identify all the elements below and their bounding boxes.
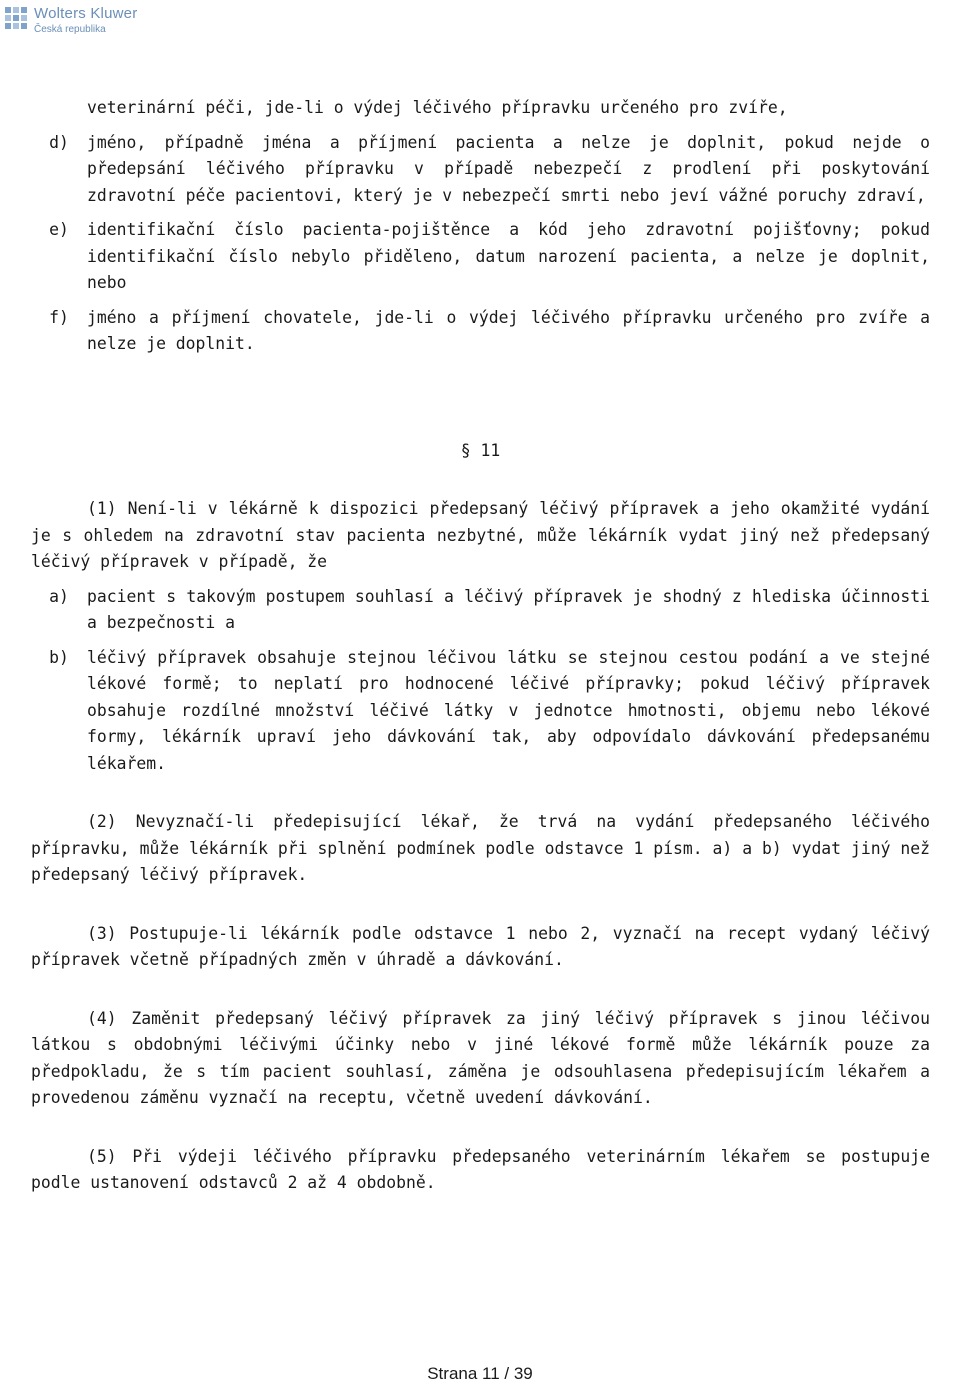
- paragraph-5: (5) Při výdeji léčivého přípravku předepsaného veterinárním lékařem se postupuje podle ustanovení odstavců 2 až 4 obdobně.: [31, 1146, 930, 1192]
- page-number: Strana 11 / 39: [427, 1364, 533, 1383]
- paragraph-3: (3) Postupuje-li lékárník podle odstavce 1 nebo 2, vyznačí na recept vydaný léčivý přípravek včetně případných změn v úhradě a dávkování.: [31, 923, 930, 969]
- paragraph-2: (2) Nevyznačí-li předepisující lékař, že trvá na vydání předepsaného léčivého přípravku, může lékárník při splnění podmínek podle odstavce 1 písm. a) a b) vydat jiný než předepsaný léčivý přípravek.: [31, 812, 930, 884]
- logo-name: Wolters Kluwer: [34, 5, 138, 22]
- list-item-text: léčivý přípravek obsahuje stejnou léčivou látku se stejnou cestou podání a ve stejné lékové formě; to neplatí pro hodnocené léčivé přípravky; pokud léčivý přípravek obsahuje rozdílné množství léčivé látky v jednotce hmotnosti, objemu nebo lékové formy, lékárník upraví jeho dávkování tak, aby odpovídalo dávkování předepsanému lékařem.: [87, 647, 930, 773]
- list-item-label: d): [49, 132, 69, 152]
- continued-line: veterinární péči, jde-li o výdej léčivého přípravku určeného pro zvíře,: [87, 98, 788, 117]
- paragraph-1: (1) Není-li v lékárně k dispozici předepsaný léčivý přípravek a jeho okamžité vydání je s ohledem na zdravotní stav pacienta nezbytné, může lékárník vydat jiný než předepsaný léčivý přípravek v případě, že: [31, 499, 930, 571]
- document-body: [31, 95, 930, 1197]
- logo-subtitle: Česká republika: [34, 24, 106, 35]
- section-heading: § 11: [460, 440, 501, 460]
- list-item-label: a): [49, 586, 69, 606]
- list-item-text: pacient s takovým postupem souhlasí a léčivý přípravek je shodný z hlediska účinnosti a bezpečnosti a: [87, 586, 930, 632]
- list-item-text: jméno, případně jména a příjmení pacienta a nelze je doplnit, pokud nejde o předepsání léčivého přípravku v případě nebezpečí z prodlení při poskytování zdravotní péče pacientovi, který je v nebezpečí smrti nebo jeví vážné poruchy zdraví,: [87, 132, 930, 205]
- list-item-label: b): [49, 647, 69, 667]
- list-item-label: f): [49, 307, 69, 327]
- list-item-text: jméno a příjmení chovatele, jde-li o výdej léčivého přípravku určeného pro zvíře a nelze je doplnit.: [87, 307, 930, 353]
- list-item-a: [31, 584, 930, 637]
- wolters-kluwer-logo-icon: [4, 6, 28, 30]
- list-item-e: [31, 217, 930, 297]
- list-item-b: [31, 645, 930, 778]
- list-item-f: [31, 305, 930, 358]
- logo: [4, 4, 154, 36]
- list-item-d: [31, 130, 930, 210]
- paragraph-4: (4) Zaměnit předepsaný léčivý přípravek za jiný léčivý přípravek s jinou léčivou látkou s obdobnými léčivými účinky nebo v jiné lékové formě může lékárník pouze za předpokladu, že s tím pacient souhlasí, záměna je odsouhlasena předepisujícím lékařem a provedenou záměnu vyznačí na receptu, včetně uvedení dávkování.: [31, 1008, 930, 1107]
- list-item-label: e): [49, 220, 69, 239]
- list-item-text: identifikační číslo pacienta-pojištěnce a kód jeho zdravotní pojišťovny; pokud identifikační číslo nebylo přiděleno, datum narození pacienta, a nelze je doplnit, nebo: [87, 220, 930, 292]
